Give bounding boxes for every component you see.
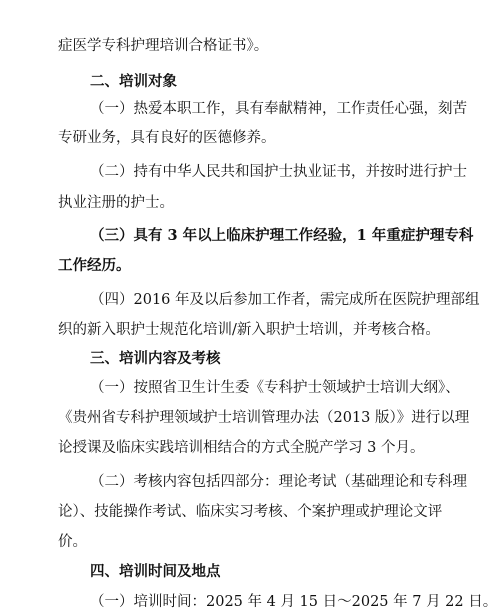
paragraph-target-3-line-2: 工作经历。	[58, 257, 131, 274]
paragraph-target-2-line-1: （二）持有中华人民共和国护士执业证书，并按时进行护士	[90, 164, 467, 180]
paragraph-target-1-line-2: 专研业务，具有良好的医德修养。	[58, 130, 276, 146]
paragraph-target-2-line-2: 执业注册的护士。	[58, 195, 174, 211]
paragraph-continuation: 症医学专科护理培训合格证书》。	[58, 38, 269, 54]
paragraph-target-1-line-1: （一）热爱本职工作，具有奉献精神，工作责任心强，刻苦	[90, 101, 467, 117]
paragraph-target-3-line-1: （三）具有 3 年以上临床护理工作经验，1 年重症护理专科	[90, 227, 474, 244]
section-heading-time-location: 四、培训时间及地点	[90, 564, 221, 580]
paragraph-content-1-line-1: （一）按照省卫生计生委《专科护士领域护士培训大纲》、	[90, 380, 460, 396]
paragraph-content-1-line-2: 《贵州省专科护理领域护士培训管理办法（2013 版）》进行以理	[58, 410, 470, 426]
paragraph-content-1-line-3: 论授课及临床实践培训相结合的方式全脱产学习 3 个月。	[58, 440, 425, 456]
paragraph-target-4-line-2: 织的新入职护士规范化培训/新入职护士培训，并考核合格。	[58, 322, 440, 338]
section-heading-content-assessment: 三、培训内容及考核	[90, 351, 221, 367]
paragraph-content-2-line-3: 价。	[58, 534, 87, 550]
paragraph-time-line-1: （一）培训时间：2025 年 4 月 15 日～2025 年 7 月 22 日。	[90, 594, 498, 610]
paragraph-content-2-line-2: 论）、技能操作考试、临床实习考核、个案护理或护理论文评	[58, 504, 443, 520]
section-heading-training-target: 二、培训对象	[90, 74, 177, 90]
paragraph-target-4-line-1: （四）2016 年及以后参加工作者，需完成所在医院护理部组	[90, 292, 480, 308]
paragraph-content-2-line-1: （二）考核内容包括四部分：理论考试（基础理论和专科理	[90, 474, 467, 490]
